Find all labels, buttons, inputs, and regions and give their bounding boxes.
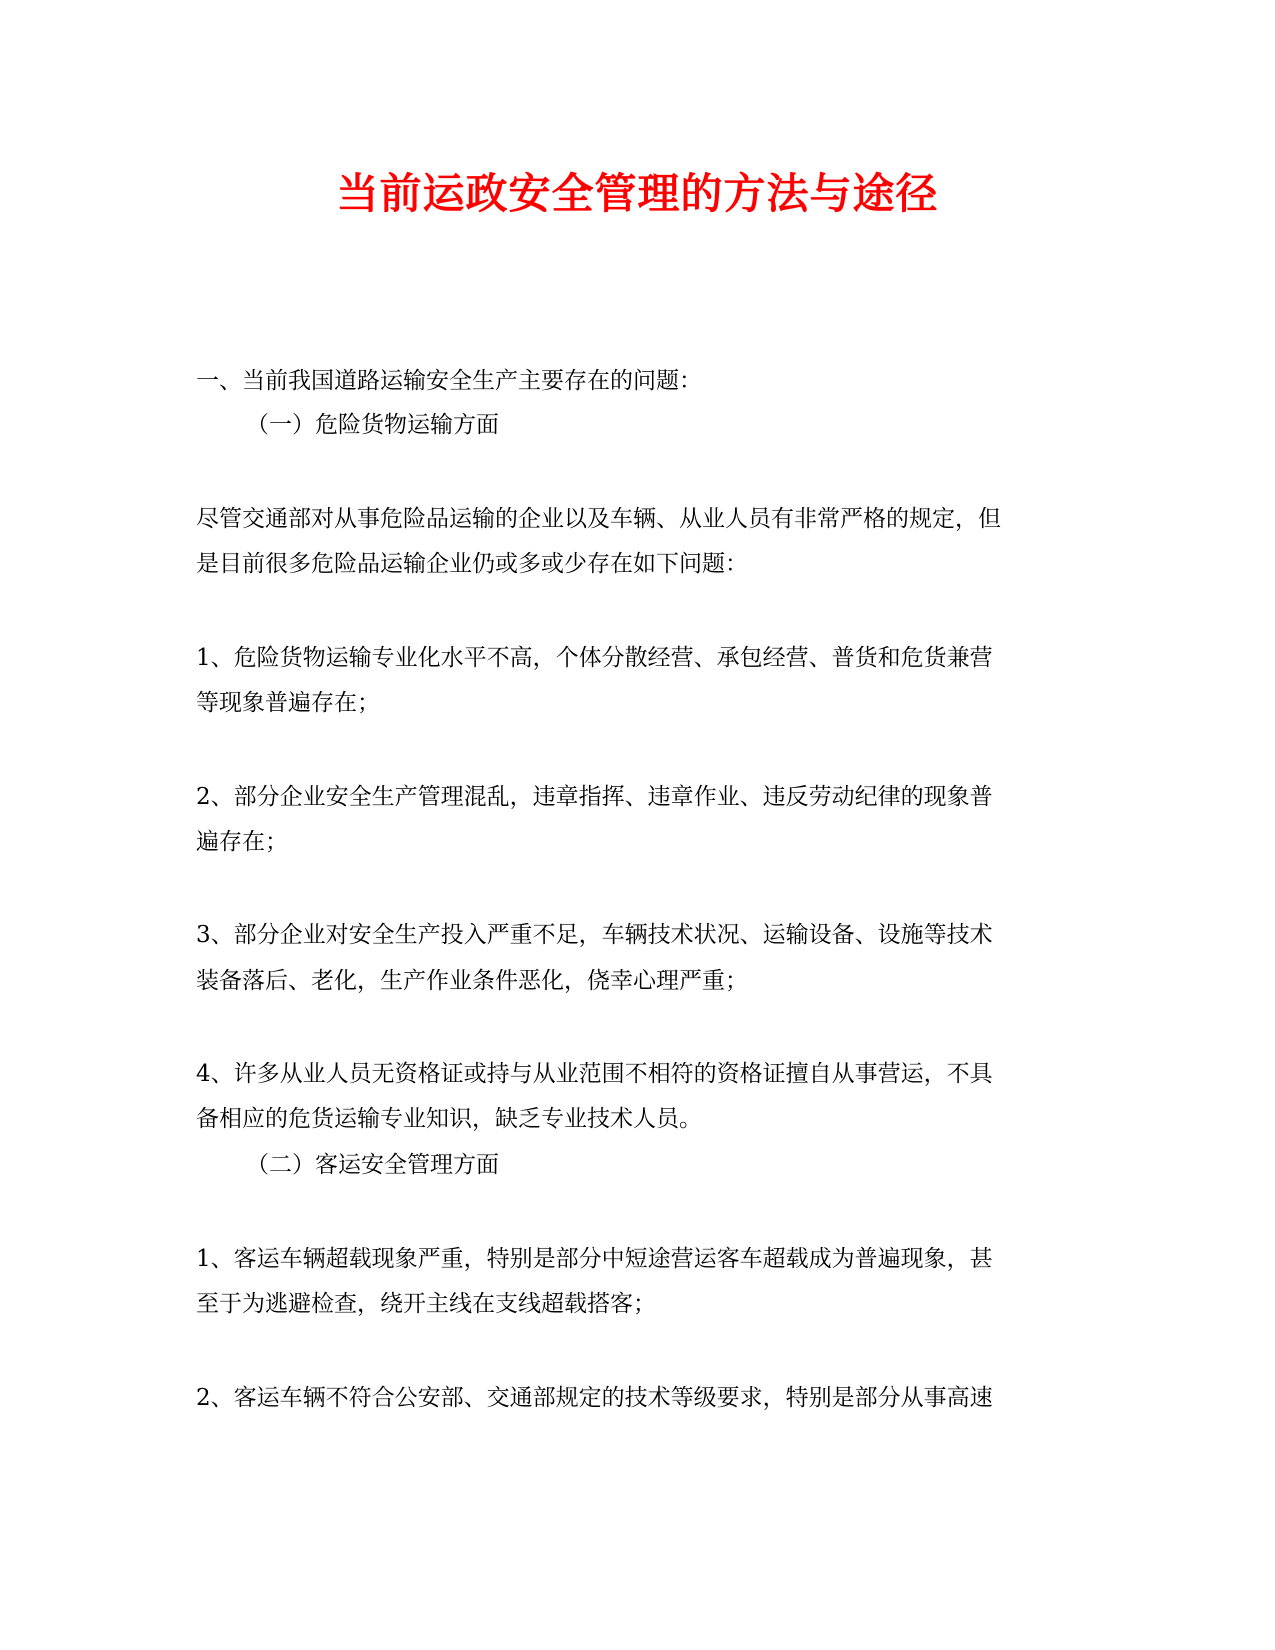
- list-item-line: 等现象普遍存在；: [196, 690, 380, 716]
- list-item-line: 1、危险货物运输专业化水平不高，个体分散经营、承包经营、普货和危货兼营: [196, 645, 993, 671]
- list-item-line: 4、许多从业人员无资格证或持与从业范围不相符的资格证擅自从事营运，不具: [196, 1061, 993, 1087]
- list-item-line: 装备落后、老化，生产作业条件恶化，侥幸心理严重；: [196, 968, 748, 994]
- list-item-line: 1、客运车辆超载现象严重，特别是部分中短途营运客车超载成为普遍现象，甚: [196, 1246, 993, 1272]
- list-item-line: 至于为逃避检查，绕开主线在支线超载搭客；: [196, 1291, 656, 1317]
- list-item-line: 2、客运车辆不符合公安部、交通部规定的技术等级要求，特别是部分从事高速: [196, 1385, 993, 1411]
- paragraph-line: 尽管交通部对从事危险品运输的企业以及车辆、从业人员有非常严格的规定，但: [196, 506, 1001, 532]
- list-item-line: 遍存在；: [196, 829, 288, 855]
- section-heading: 一、当前我国道路运输安全生产主要存在的问题：: [196, 368, 702, 394]
- document-title: 当前运政安全管理的方法与途径: [336, 169, 939, 218]
- list-item-line: 2、部分企业安全生产管理混乱，违章指挥、违章作业、违反劳动纪律的现象普: [196, 784, 993, 810]
- list-item-line: 3、部分企业对安全生产投入严重不足，车辆技术状况、运输设备、设施等技术: [196, 922, 993, 948]
- list-item-line: 备相应的危货运输专业知识，缺乏专业技术人员。: [196, 1106, 702, 1132]
- paragraph-line: 是目前很多危险品运输企业仍或多或少存在如下问题：: [196, 551, 748, 577]
- subsection-heading: （一）危险货物运输方面: [246, 412, 499, 438]
- subsection-heading: （二）客运安全管理方面: [246, 1152, 499, 1178]
